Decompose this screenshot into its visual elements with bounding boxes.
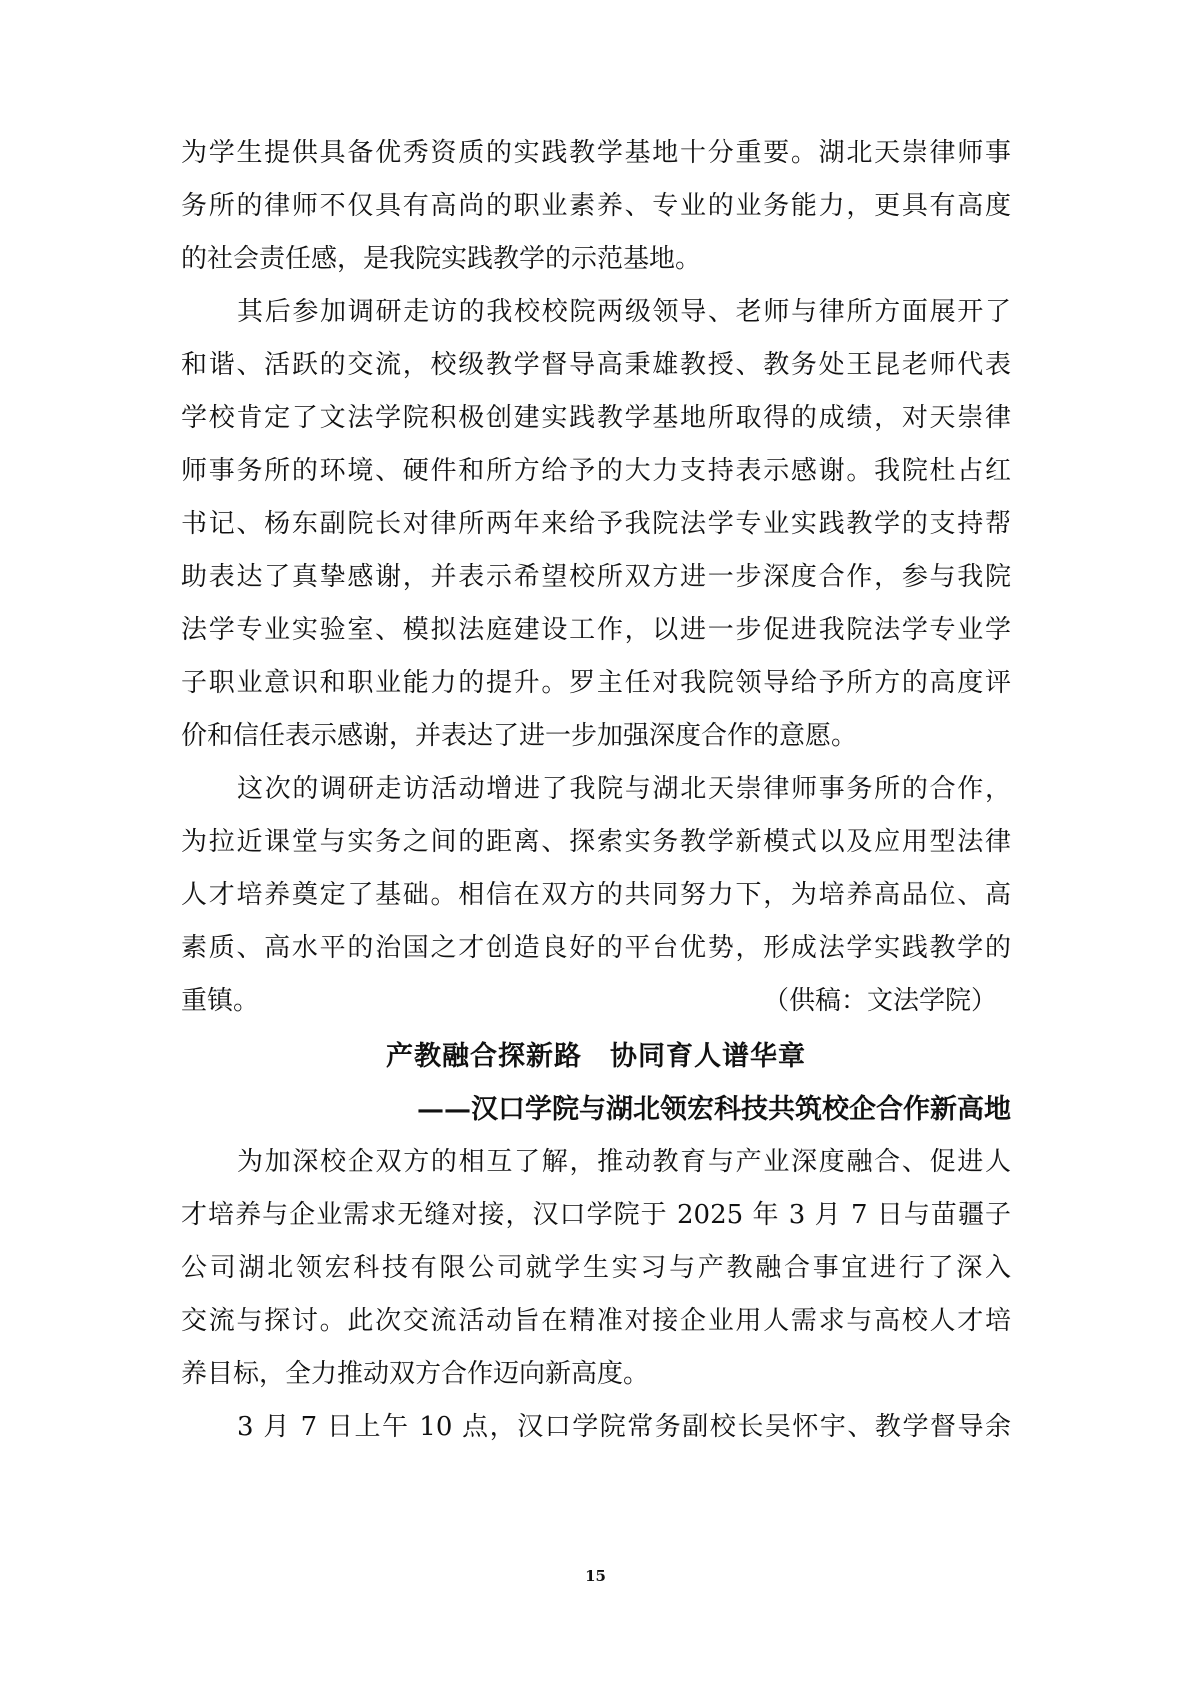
paragraph-line: 其后参加调研走访的我校校院两级领导、老师与律所方面展开了 xyxy=(237,297,1011,327)
page-number: 15 xyxy=(585,1567,606,1585)
article-title: 产教融合探新路 协同育人谱华章 xyxy=(386,1041,806,1072)
paragraph-line: 为拉近课堂与实务之间的距离、探索实务教学新模式以及应用型法律 xyxy=(181,827,1011,857)
paragraph-line: 价和信任表示感谢，并表达了进一步加强深度合作的意愿。 xyxy=(181,721,858,751)
paragraph-line: 才培养与企业需求无缝对接，汉口学院于 2025 年 3 月 7 日与苗疆子 xyxy=(181,1200,1011,1230)
paragraph-line: 公司湖北领宏科技有限公司就学生实习与产教融合事宜进行了深入 xyxy=(181,1253,1011,1283)
paragraph-line: 素质、高水平的治国之才创造良好的平台优势，形成法学实践教学的 xyxy=(181,933,1011,963)
paragraph-line: 师事务所的环境、硬件和所方给予的大力支持表示感谢。我院杜占红 xyxy=(181,456,1011,486)
closing-line xyxy=(181,979,1011,1023)
paragraph-line: 子职业意识和职业能力的提升。罗主任对我院领导给予所方的高度评 xyxy=(181,668,1011,698)
paragraph-line: 这次的调研走访活动增进了我院与湖北天崇律师事务所的合作， xyxy=(237,774,1011,804)
paragraph-line: 书记、杨东副院长对律所两年来给予我院法学专业实践教学的支持帮 xyxy=(181,509,1011,539)
paragraph-line: 人才培养奠定了基础。相信在双方的共同努力下，为培养高品位、高 xyxy=(181,880,1011,910)
paragraph-line: 和谐、活跃的交流，校级教学督导高秉雄教授、教务处王昆老师代表 xyxy=(181,350,1011,380)
paragraph-line: 的社会责任感，是我院实践教学的示范基地。 xyxy=(181,244,702,274)
paragraph-line: 交流与探讨。此次交流活动旨在精准对接企业用人需求与高校人才培 xyxy=(181,1306,1011,1336)
paragraph-line: 务所的律师不仅具有高尚的职业素养、专业的业务能力，更具有高度 xyxy=(181,191,1011,221)
paragraph-line: 为加深校企双方的相互了解，推动教育与产业深度融合、促进人 xyxy=(237,1147,1011,1177)
paragraph-line: 3 月 7 日上午 10 点，汉口学院常务副校长吴怀宇、教学督导余 xyxy=(237,1412,1011,1442)
article-subtitle: ——汉口学院与湖北领宏科技共筑校企合作新高地 xyxy=(417,1094,1011,1125)
paragraph-line: 助表达了真挚感谢，并表示希望校所双方进一步深度合作，参与我院 xyxy=(181,562,1011,592)
source-credit: （供稿：文法学院） xyxy=(762,986,997,1016)
paragraph-line: 学校肯定了文法学院积极创建实践教学基地所取得的成绩，对天崇律 xyxy=(181,403,1011,433)
paragraph-line: 为学生提供具备优秀资质的实践教学基地十分重要。湖北天崇律师事 xyxy=(181,138,1011,168)
paragraph-line: 法学专业实验室、模拟法庭建设工作，以进一步促进我院法学专业学 xyxy=(181,615,1011,645)
paragraph-line: 养目标，全力推动双方合作迈向新高度。 xyxy=(181,1359,650,1389)
paragraph-line: 重镇。 xyxy=(181,986,260,1016)
